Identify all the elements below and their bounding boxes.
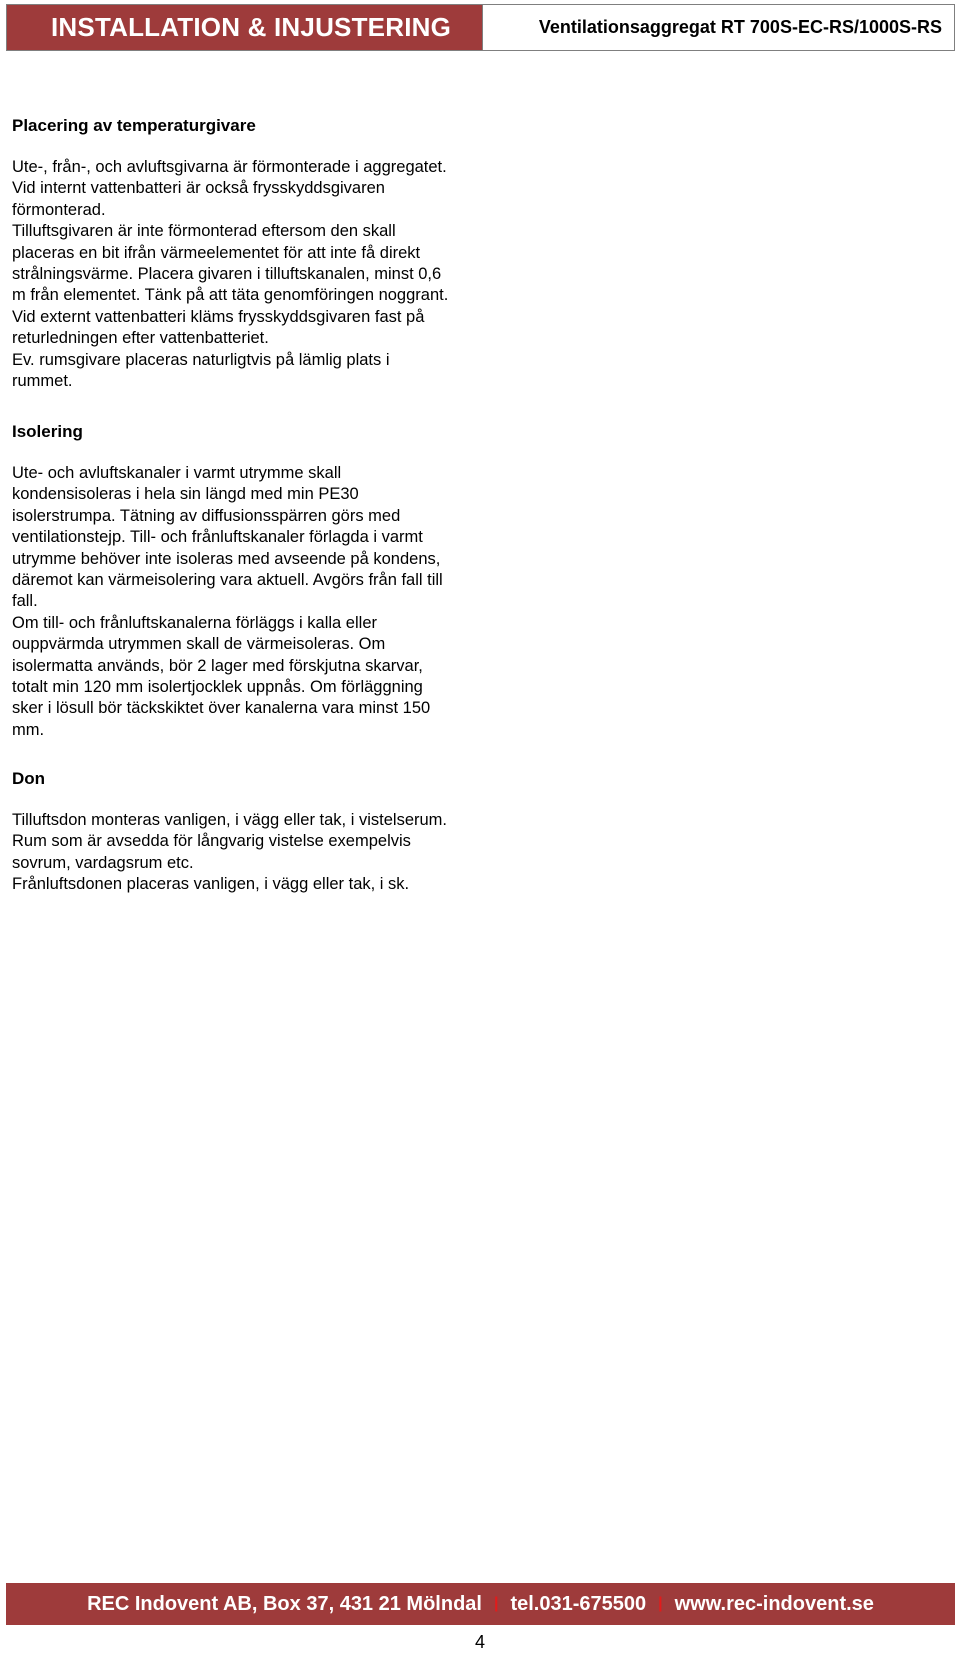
paragraph: Ute-, från-, och avluftsgivarna är förmonterade i aggregatet. Vid internt vattenbatteri är också frysskyddsgivaren förmonterad. bbox=[12, 158, 447, 219]
footer-website[interactable]: www.rec-indovent.se bbox=[674, 1592, 874, 1615]
footer-bar bbox=[6, 1583, 955, 1625]
header-subtitle-box bbox=[483, 5, 954, 50]
paragraph: Tilluftsgivaren är inte förmonterad eftersom den skall placeras en bit ifrån värmeelementet för att inte få direkt strålningsvärme. Placera givaren i tilluftskanalen, minst 0,6 m från elementet. Tänk på att täta genomföringen noggrant. bbox=[12, 222, 449, 305]
paragraph: Vid externt vattenbatteri kläms frysskyddsgivaren fast på returledningen efter vattenbatteriet. bbox=[12, 307, 425, 348]
footer-separator: | bbox=[493, 1595, 499, 1612]
page-number: 4 bbox=[474, 1632, 485, 1652]
header-title-box bbox=[7, 5, 483, 50]
footer-company: REC Indovent AB, Box 37, 431 21 Mölndal bbox=[87, 1592, 482, 1615]
paragraph: Ute- och avluftskanaler i varmt utrymme skall kondensisoleras i hela sin längd med min PE30 isolerstrumpa. Tätning av diffusionsspärren görs med ventilationstejp. Till- och frånluftskanaler förlagda i varmt utrymme behöver inte isoleras med avseende på kondens, däremot kan värmeisolering vara aktuell. Avgörs från fall till fall. bbox=[12, 464, 443, 611]
paragraph: Ev. rumsgivare placeras naturligtvis på lämlig plats i rummet. bbox=[12, 350, 390, 391]
section-body-temperaturgivare bbox=[12, 157, 452, 392]
section-heading-temperaturgivare: Placering av temperaturgivare bbox=[12, 116, 256, 135]
header-title: INSTALLATION & INJUSTERING bbox=[51, 12, 452, 42]
section-heading-don: Don bbox=[12, 769, 46, 788]
section-heading-isolering: Isolering bbox=[12, 422, 83, 441]
page-header bbox=[6, 4, 955, 51]
paragraph: Tilluftsdon monteras vanligen, i vägg eller tak, i vistelserum. Rum som är avsedda för långvarig vistelse exempelvis sovrum, vardagsrum etc. bbox=[12, 811, 447, 872]
section-body-isolering bbox=[12, 463, 452, 741]
header-subtitle: Ventilationsaggregat RT 700S-EC-RS/1000S-RS bbox=[538, 17, 942, 37]
footer-phone: tel.031-675500 bbox=[510, 1592, 647, 1615]
footer-separator: | bbox=[658, 1595, 663, 1612]
paragraph: Frånluftsdonen placeras vanligen, i vägg eller tak, i sk. bbox=[12, 875, 410, 894]
section-body-don bbox=[12, 810, 452, 896]
paragraph: Om till- och frånluftskanalerna förläggs i kalla eller ouppvärmda utrymmen skall de värmeisoleras. Om isolermatta används, bör 2 lager med förskjutna skarvar, totalt min 120 mm isolertjocklek uppnås. Om förläggning sker i lösull bör täckskiktet över kanalerna vara minst 150 mm. bbox=[12, 613, 431, 739]
